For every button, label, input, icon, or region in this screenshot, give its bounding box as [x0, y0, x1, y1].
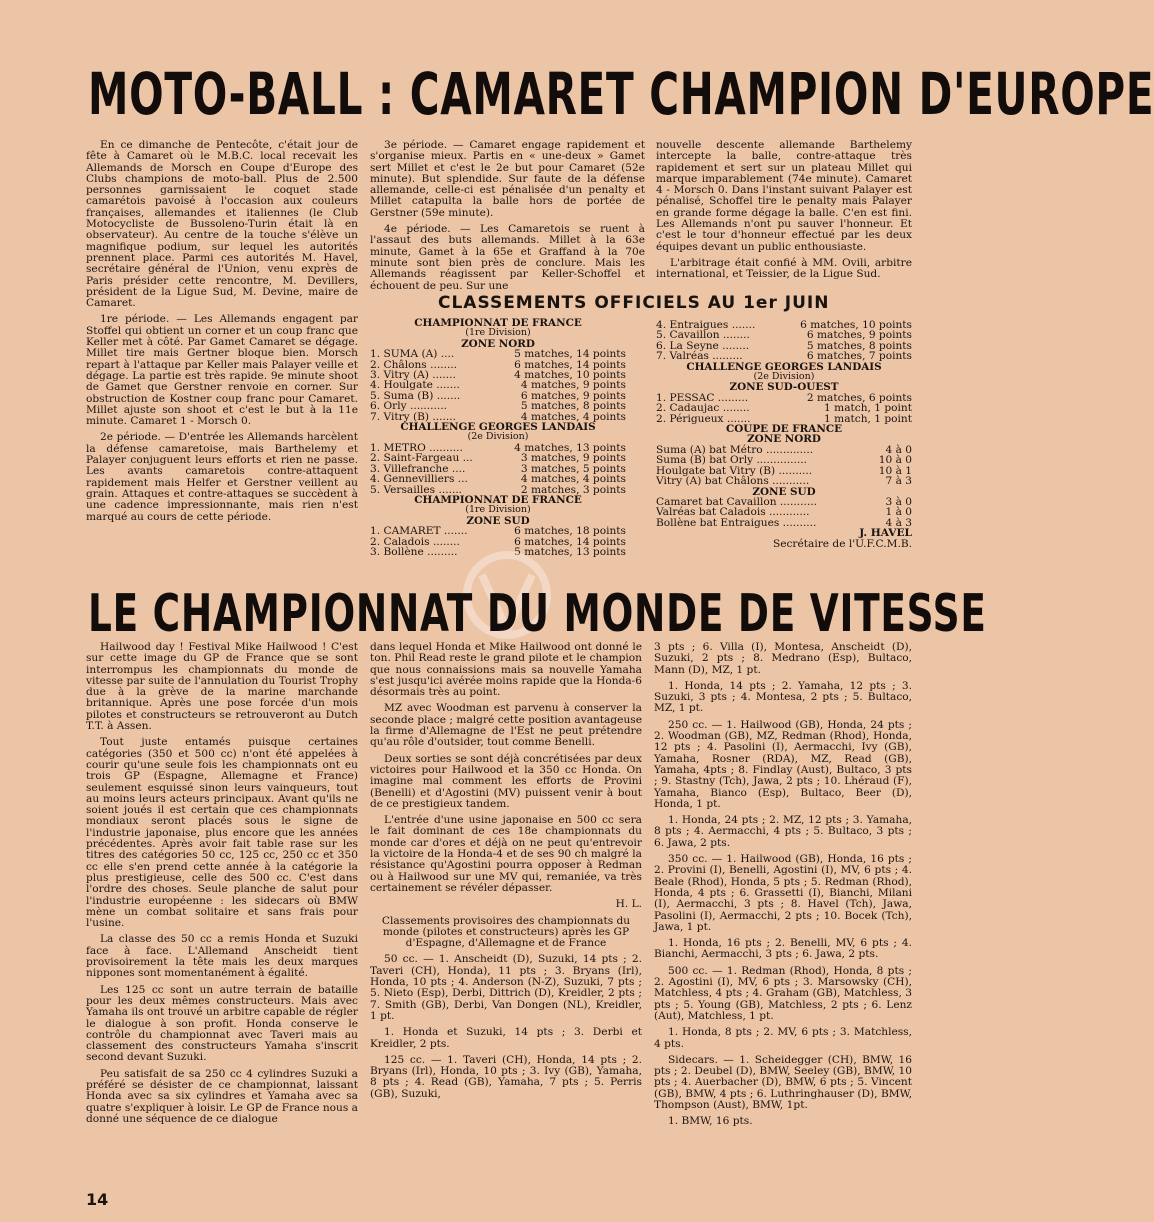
team-name: Suma (A) bat Métro .............. [656, 443, 814, 456]
paragraph: Peu satisfait de sa 250 cc 4 cylindres Suzuki a préféré se désister de ce championnat, laissant Honda avec sa six cylindres et Yamaha avec sa quatre s'expliquer à loisir. Le GP de France nous a donné une séquence de ce dialogue [86, 1067, 358, 1125]
team-result: 2 matches, 6 points [806, 391, 912, 404]
paragraph: 1. Honda, 8 pts ; 2. MV, 6 pts ; 3. Matchless, 4 pts. [654, 1026, 912, 1050]
team-name: Suma (B) bat Orly ............... [656, 454, 807, 467]
team-result: 10 à 1 [878, 464, 912, 477]
paragraph: L'entrée d'une usine japonaise en 500 cc sera le fait dominant de ces 18e championnats du monde car d'ores et déjà on ne peut qu'entrevoir la victoire de la Honda-4 et de ses 90 ch malgré la résistance qu'Agostini pourra opposer à Redman ou à Hailwood sur une MV qui, remaniée, va très certainement se révéler dépasser. [370, 814, 642, 894]
paragraph: La classe des 50 cc a remis Honda et Suzuki face à face. L'Allemand Anscheidt tient provisoirement la tête mais les deux marques nippones sont momentanément à égalité. [86, 933, 358, 980]
team-name: 2. Saint-Fargeau ... [370, 452, 473, 465]
team-result: 2 matches, 3 points [520, 483, 626, 496]
standings-row [370, 474, 626, 484]
team-result: 1 match, 1 point [824, 412, 912, 425]
paragraph: 4e période. — Les Camaretois se ruent à l'assaut des buts allemands. Millet à la 63e minute, Gamet à la 65e et Graffand à la 70e minute sont bien près de conclure. Mais les Allemands réagissent par Keller-Schoffel et échouent de peu. Sur une [370, 223, 645, 292]
headline-motoball: MOTO-BALL : CAMARET CHAMPION D'EUROPE [88, 60, 1154, 128]
team-name: 6. Orly ........... [370, 400, 448, 413]
team-result: 1 à 0 [885, 506, 912, 519]
team-result: 5 matches, 13 points [514, 545, 626, 558]
team-result: 6 matches, 14 points [514, 358, 626, 371]
page-number: 14 [86, 1190, 109, 1209]
team-result: 4 à 0 [885, 443, 912, 456]
team-result: 6 matches, 9 points [520, 389, 626, 402]
team-result: 5 matches, 8 points [520, 400, 626, 413]
team-name: 5. Suma (B) ....... [370, 389, 461, 402]
team-result: 10 à 0 [878, 454, 912, 467]
paragraph: 1. Honda, 16 pts ; 2. Benelli, MV, 6 pts ; 4. Bianchi, Aermacchi, 3 pts ; 6. Jawa, 2 pts. [654, 937, 912, 961]
paragraph: Les 125 cc sont un autre terrain de bataille pour les deux mêmes constructeurs. Mais avec Yamaha ils ont trouvé un arbitre capable de régler le dialogue à son profit. Honda conserve le contrôle du championnat avec Taveri mais au classement des constructeurs Yamaha s'inscrit second devant Suzuki. [86, 983, 358, 1064]
team-result: 6 matches, 14 points [514, 535, 626, 548]
paragraph: 1. Honda, 24 pts ; 2. MZ, 12 pts ; 3. Yamaha, 8 pts ; 4. Aermacchi, 4 pts ; 5. Bultaco, 3 pts ; 6. Jawa, 2 pts. [654, 814, 912, 849]
motoball-col-3 [656, 140, 912, 286]
paragraph: 50 cc. — 1. Anscheidt (D), Suzuki, 14 pts ; 2. Taveri (CH), Honda), 11 pts ; 3. Bryans (Irl), Honda, 10 pts ; 4. Anderson (N-Z), Suzuki, 7 pts ; 5. Nieto (Esp), Derbi, Dittrich (D), Kreidler, 2 pts ; 7. Smith (GB), Derbi, Van Dongen (NL), Kreidler, 1 pt. [370, 953, 642, 1022]
team-name: 4. Gennevilliers ... [370, 473, 468, 486]
standings-heading: CHAMPIONNAT DE FRANCE [414, 317, 582, 329]
team-name: 1. SUMA (A) .... [370, 348, 455, 361]
team-name: 2. Cadaujac ........ [656, 402, 750, 415]
paragraph: 1. Honda, 14 pts ; 2. Yamaha, 12 pts ; 3. Suzuki, 3 pts ; 4. Montesa, 2 pts ; 5. Bultaco, MZ, 1 pt. [654, 679, 912, 715]
team-name: 2. Châlons ........ [370, 358, 458, 371]
standings-heading: ZONE NORD [747, 433, 821, 446]
team-result: 6 matches, 9 points [806, 329, 912, 342]
team-result: 6 matches, 18 points [514, 525, 626, 538]
standings-subheading: (2e Division) [753, 371, 815, 383]
paragraph: Sidecars. — 1. Scheidegger (CH), BMW, 16 pts ; 2. Deubel (D), BMW, Seeley (GB), BMW, 10 pts ; 4. Auerbacher (D), BMW, 6 pts ; 5. Vincent (GB), BMW, 4 pts ; 6. Luthringhauser (D), BMW, Thompson (Aust), BMW, 1pt. [654, 1053, 912, 1111]
team-name: 4. Entraigues ....... [656, 319, 756, 331]
team-name: Bollène bat Entraigues .......... [656, 516, 817, 529]
team-name: 1. CAMARET ....... [370, 525, 468, 538]
motoball-col-2 [370, 140, 645, 297]
team-result: 4 matches, 4 points [520, 473, 626, 486]
paragraph: 1re période. — Les Allemands engagent par Stoffel qui obtient un corner et un coup franc que Keller met à côté. Par Gamet Camaret se dégage. Millet tire mais Gertner bloque bien. Morsch repart à l'attaque par Keller mais Palayer veille et dégage. La partie est très rapide. 9e minute shoot de Gamet que Gerstner renvoie en corner. Sur obstruction de Kostner coup franc pour Camaret. Millet ajuste son shoot et c'est le but à la 11e minute. Camaret 1 - Morsch 0. [86, 313, 358, 428]
team-result: 5 matches, 8 points [806, 339, 912, 352]
team-result: 3 à 0 [885, 495, 912, 508]
standings-heading: ZONE SUD [752, 485, 816, 498]
team-name: 7. Valréas ......... [656, 350, 743, 363]
team-result: 4 matches, 4 points [520, 410, 626, 423]
team-name: 3. Villefranche .... [370, 462, 466, 475]
paragraph: 250 cc. — 1. Hailwood (GB), Honda, 24 pts ; 2. Woodman (GB), MZ, Redman (Rhod), Honda, 12 pts ; 4. Pasolini (I), Aermacchi, Ivy (GB), Yamaha, Rosner (RDA), MZ, Read (GB), Yamaha, 4pts ; 8. Findlay (Aust), Bultaco, 3 pts ; 9. Stastny (Tch), Jawa, 2 pts ; 10. Lhéraud (F), Yamaha, Bianco (Esp), Bultaco, Beer (D), Honda, 1 pt. [654, 718, 912, 810]
headline-vitesse: LE CHAMPIONNAT DU MONDE DE VITESSE [88, 584, 987, 644]
team-name: 5. Versailles ....... [370, 483, 463, 496]
standings-heading: ZONE NORD [461, 337, 535, 350]
team-result: 5 matches, 14 points [514, 348, 626, 361]
vitesse-col-1 [86, 642, 358, 1130]
team-result: 4 à 3 [885, 516, 912, 529]
team-name: 6. La Seyne ........ [656, 339, 750, 352]
paragraph: 1. BMW, 16 pts. [668, 1115, 753, 1128]
paragraph: MZ avec Woodman est parvenu à conserver la seconde place ; malgré cette position avantageuse la firme d'Allemagne de l'Est ne peut prétendre qu'au rôle d'outsider, tout comme Benelli. [370, 702, 642, 749]
paragraph: 500 cc. — 1. Redman (Rhod), Honda, 8 pts ; 2. Agostini (I), MV, 6 pts ; 3. Marsowsky (CH), Matchless, 4 pts ; 4. Graham (GB), Matchless, 3 pts ; 5. Young (GB), Matchless, 2 pts ; 6. Lenz (Aut), Matchless, 1 pt. [654, 964, 912, 1022]
paragraph: 2e période. — D'entrée les Allemands harcèlent la défense camaretoise, mais Barthelemy et Palayer conjuguent leurs efforts et rien ne passe. Les avants camaretois contre-attaquent rapidement mais Helfer et Gerstner veillent au grain. Attaques et contre-attaques se succèdent à une cadence impressionnante, mais rien n'est marqué au cours de cette période. [86, 431, 358, 523]
standings-heading: CHALLENGE GEORGES LANDAIS [686, 360, 882, 373]
standings-row [370, 526, 626, 536]
standings-title: CLASSEMENTS OFFICIELS AU 1er JUIN [438, 293, 830, 313]
team-name: 2. Périgueux ....... [656, 412, 751, 425]
paragraph: 3 pts ; 6. Villa (I), Montesa, Anscheidt (D), Suzuki, 2 pts ; 8. Medrano (Esp), Bultaco, Mann (D), MZ, 1 pt. [654, 641, 912, 676]
standings-heading: CHAMPIONNAT DE FRANCE [414, 493, 582, 506]
standings-right [656, 320, 912, 549]
paragraph: 350 cc. — 1. Hailwood (GB), Honda, 16 pts ; 2. Provini (I), Benelli, Agostini (I), MV, 6 pts ; 4. Beale (Rhod), Honda, 5 pts ; 5. Redman (Rhod), Honda, 4 pts ; 6. Grassetti (I), Bianchi, Milani (I), Aermacchi, 3 pts ; 8. Havel (Tch), Jawa, Pasolini (I), Aermacchi, 2 pts ; 10. Bocek (Tch), Jawa, 1 pt. [654, 853, 912, 933]
paragraph: Hailwood day ! Festival Mike Hailwood ! C'est sur cette image du GP de France que se sont interrompus les championnats du monde de vitesse par suite de l'annulation du Tourist Trophy due à la grève de la marine marchande britannique. Après une pose forcée d'un mois pilotes et constructeurs se retrouveront au Dutch T.T. à Assen. [86, 641, 358, 733]
team-result: 4 matches, 9 points [520, 379, 626, 392]
standings-heading: ZONE SUD-OUEST [729, 381, 839, 394]
team-name: Valréas bat Caladois ............ [656, 506, 810, 519]
paragraph: 1. Honda et Suzuki, 14 pts ; 3. Derbi et Kreidler, 2 pts. [370, 1026, 642, 1050]
results-heading: Classements provisoires des championnats du monde (pilotes et constructeurs) après les GP d'Espagne, d'Allemagne et de France [381, 914, 631, 950]
team-result: 4 matches, 13 points [514, 441, 626, 454]
team-result: 3 matches, 5 points [520, 462, 626, 475]
paragraph: nouvelle descente allemande Barthelemy intercepte la balle, contre-attaque très rapidement et sert sur un plateau Millet qui marque imparablement (74e minute). Camaret 4 - Morsch 0. Dans l'instant suivant Palayer est pénalisé, Schoffel tire le penalty mais Palayer en grande forme dégage la balle. C'en est fini. Les Allemands n'ont pu sauver l'honneur. Et c'est le tour d'honneur effectué par les deux équipes devant un public enthousiaste. [656, 139, 912, 253]
standings-subheading: (2e Division) [467, 431, 529, 443]
paragraph: L'arbitrage était confié à MM. Ovili, arbitre international, et Teissier, de la Ligue Sud. [656, 256, 912, 281]
paragraph: 3e période. — Camaret engage rapidement et s'organise mieux. Partis en « une-deux » Gamet sert Millet et c'est le 2e but pour Camaret (52e minute). But splendide. Sur faute de la défense allemande, celle-ci est pénalisée d'un penalty et Millet catapulta la balle hors de portée de Gerstner (59e minute). [370, 139, 645, 219]
vitesse-col-3 [654, 642, 912, 1133]
team-result: 1 match, 1 point [824, 402, 912, 415]
standings-subheading: (1re Division) [465, 504, 531, 516]
standings-heading: CHALLENGE GEORGES LANDAIS [400, 421, 596, 434]
team-name: 2. Caladois ........ [370, 535, 460, 548]
team-result: 6 matches, 7 points [806, 350, 912, 363]
team-name: Vitry (A) bat Châlons ........... [656, 475, 810, 488]
team-name: 3. Bollène ......... [370, 545, 458, 558]
motoball-col-1 [86, 140, 358, 528]
standings-heading: ZONE SUD [466, 514, 530, 527]
team-result: 6 matches, 10 points [800, 319, 912, 331]
paragraph: Tout juste entamés puisque certaines catégories (350 et 500 cc) n'ont été appelées à courir qu'une seule fois les championnats ont eu trois GP (Espagne, Allemagne et France) seulement esquissé sinon leurs vainqueurs, tout au moins leurs acteurs principaux. Avant qu'ils ne soient joués il est certain que ces championnats mondiaux seront placés sous le signe de l'industrie japonaise, plus encore que les années précédentes. Après avoir fait table rase sur les titres des catégories 50 cc, 125 cc, 250 cc et 350 cc elle s'en prend cette année à la catégorie la plus prestigieuse, celle des 500 cc. C'est dans l'ordre des choses. Seule planche de salut pour l'industrie européenne : les sidecars où BMW mène un combat solitaire et sans frais pour l'usine. [86, 736, 358, 930]
team-result: 7 à 3 [885, 475, 912, 488]
team-name: 7. Vitry (B) ....... [370, 410, 456, 423]
standings-heading: COUPE DE FRANCE [725, 423, 843, 436]
paragraph: Deux sorties se sont déjà concrétisées par deux victoires pour Hailwood et la 350 cc Honda. On imagine mal comment les efforts de Provini (Benelli) et d'Agostini (MV) puissent venir à bout de ce prestigieux tandem. [370, 752, 642, 810]
team-name: 5. Cavaillon ........ [656, 329, 750, 342]
author-initials: H. L. [615, 898, 642, 911]
team-name: 3. Vitry (A) ....... [370, 369, 456, 382]
team-name: Camaret bat Cavaillon ........... [656, 495, 817, 508]
team-result: 3 matches, 9 points [520, 452, 626, 465]
team-name: 1. PESSAC ......... [656, 391, 749, 404]
standings-left [370, 318, 626, 557]
team-name: 4. Houlgate ....... [370, 379, 460, 392]
team-name: 1. METRO .......... [370, 441, 463, 454]
paragraph: 125 cc. — 1. Taveri (CH), Honda, 14 pts ; 2. Bryans (Irl), Honda, 10 pts ; 3. Ivy (GB), Yamaha, 8 pts ; 4. Read (GB), Yamaha, 7 pts ; 5. Perris (GB), Suzuki, [370, 1053, 642, 1100]
team-name: Houlgate bat Vitry (B) .......... [656, 464, 813, 477]
team-result: 4 matches, 10 points [514, 369, 626, 382]
paragraph: En ce dimanche de Pentecôte, c'était jour de fête à Camaret où le M.B.C. local recevait les Allemands de Morsch en Coupe d'Europe des Clubs champions de moto-ball. Plus de 2.500 personnes garnissaient le coquet stade camarétois pavoisé à l'occasion aux couleurs françaises, allemandes et italiennes (le Club Motocycliste de Bussoleno-Turin était là en observateur). Au centre de la touche s'élève un magnifique podium, sur lequel les autorités prennent place. Parmi ces autorités M. Havel, secrétaire général de l'Union, venu exprès de Paris présider cette rencontre, M. Devillers, président de la Ligue Sud, M. Devine, maire de Camaret. [86, 139, 358, 310]
signature-title: Secrétaire de l'U.F.C.M.B. [772, 537, 912, 550]
vitesse-col-2 [370, 642, 642, 1105]
standings-row [656, 476, 912, 486]
paragraph: dans lequel Honda et Mike Hailwood ont donné le ton. Phil Read reste le grand pilote et le champion que nous connaissions mais sa nouvelle Yamaha s'est jusqu'ici avérée moins rapide que la Honda-6 désormais très au point. [370, 641, 642, 699]
signature: J. HAVEL [859, 527, 912, 540]
standings-subheading: (1re Division) [465, 327, 531, 339]
